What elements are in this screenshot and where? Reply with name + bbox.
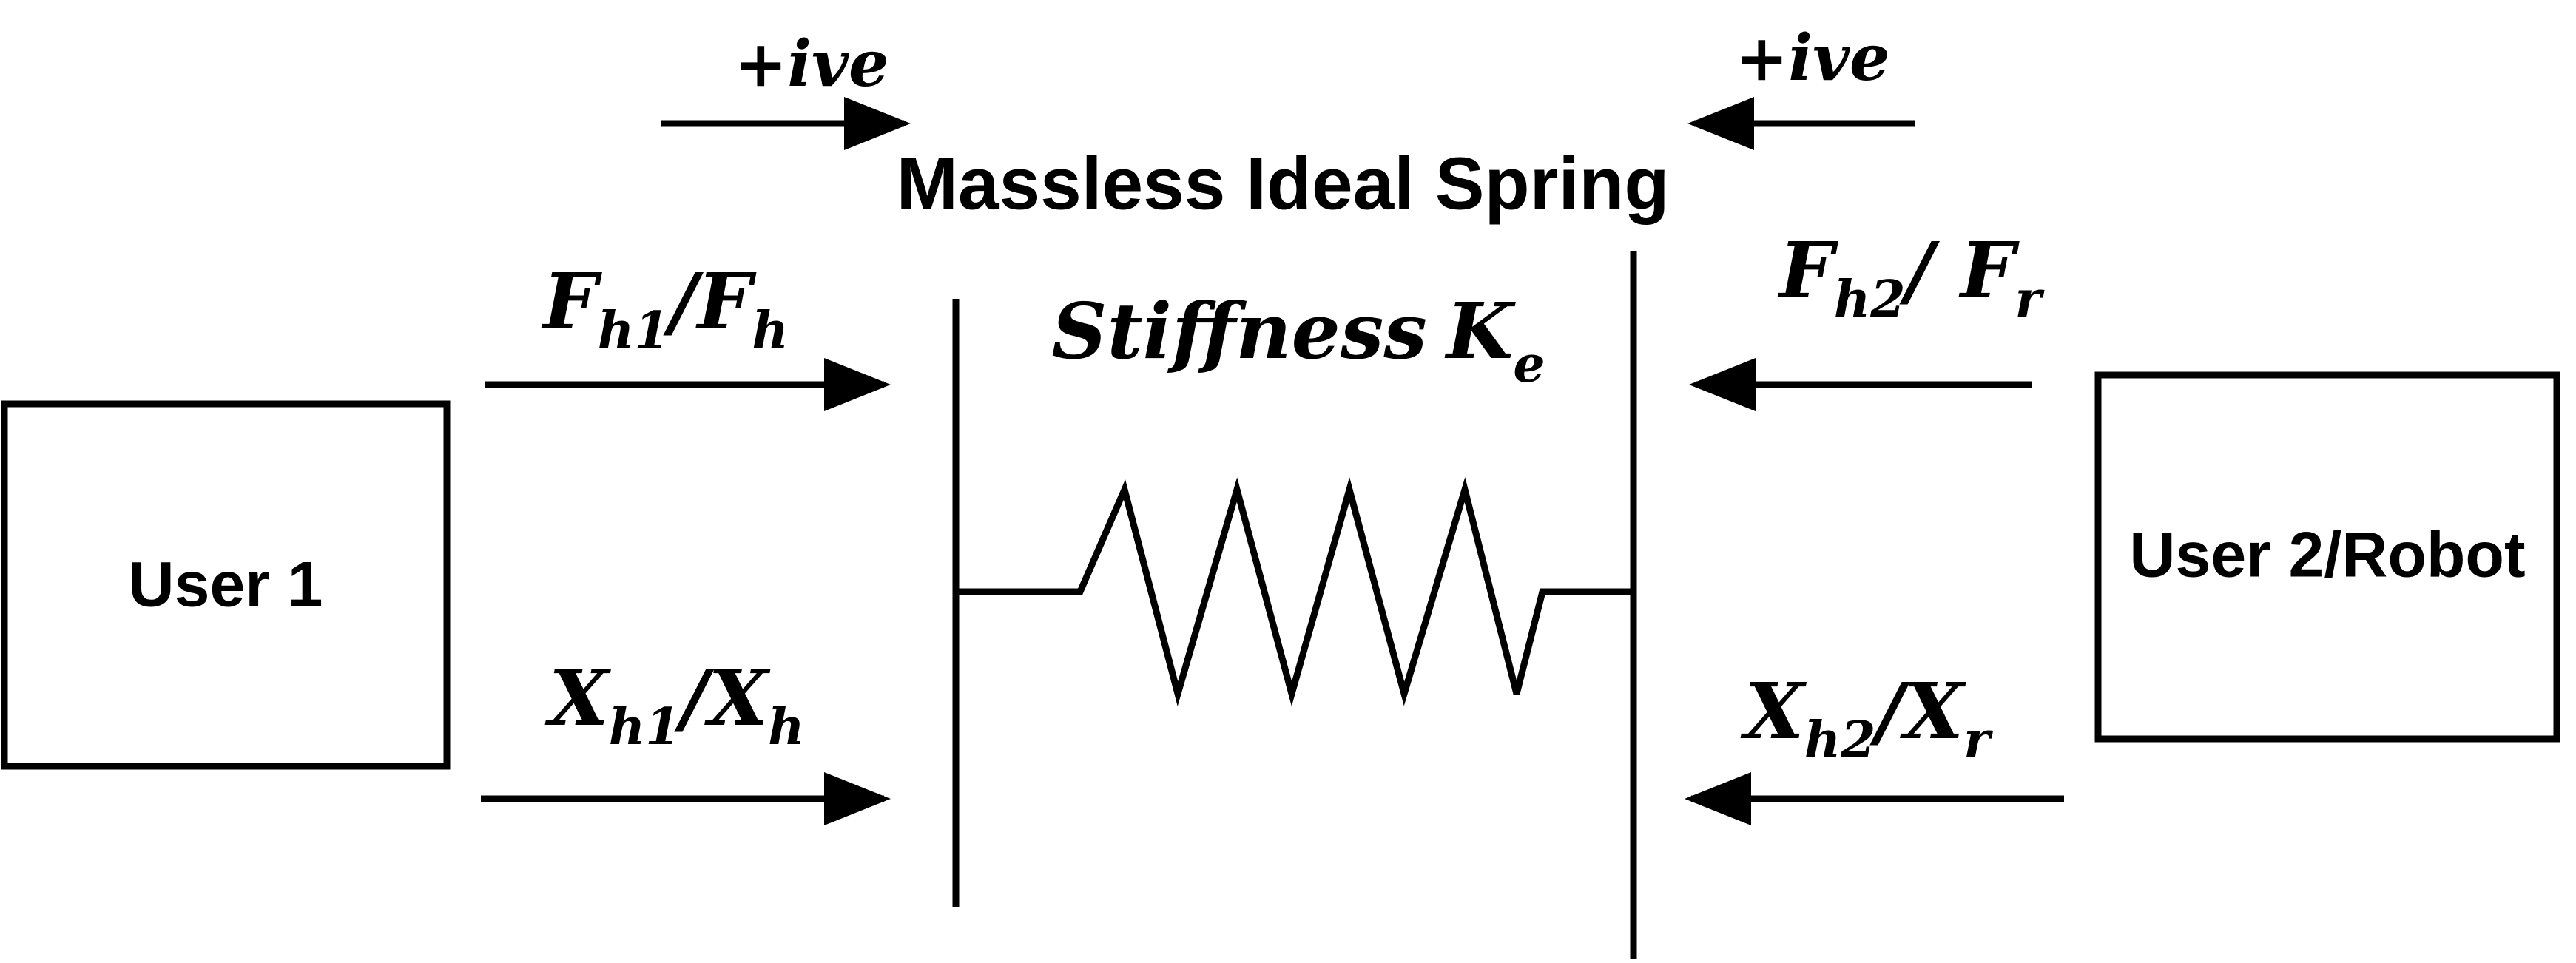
positive-left-label (734, 27, 889, 101)
stiffness-symbol: K (1446, 285, 1514, 376)
force-left-b-sub: h (752, 301, 789, 360)
disp-right-sep: / (1875, 666, 1904, 757)
force-left-label (541, 256, 789, 360)
force-right-b-sym: F (1960, 225, 2015, 316)
diagram-title: Massless Ideal Spring (896, 142, 1670, 226)
force-left-sep: / (669, 256, 698, 347)
force-right-a-sym: F (1779, 225, 1834, 316)
positive-left-plus: + (734, 27, 788, 101)
disp-right-a-sub: h2 (1804, 711, 1876, 770)
positive-right-word: ive (1788, 21, 1890, 95)
force-right-a-sub: h2 (1833, 270, 1906, 329)
spring-coil (956, 490, 1633, 694)
force-right-sep: / (1905, 225, 1960, 316)
user1-label: User 1 (128, 549, 323, 621)
disp-left-a-sym: X (549, 652, 609, 743)
disp-left-label (544, 652, 805, 757)
disp-right-b-sub: r (1963, 711, 1990, 770)
disp-left-b-sub: h (768, 697, 805, 757)
force-right-label (1777, 225, 2045, 329)
user2-robot-label: User 2/Robot (2129, 519, 2526, 591)
disp-right-b-sym: X (1904, 666, 1964, 757)
disp-right-a-sym: X (1744, 666, 1804, 757)
stiffness-word: Stiffness (1051, 285, 1427, 376)
force-left-b-sym: F (697, 256, 752, 347)
disp-left-b-sym: X (708, 652, 769, 743)
force-left-a-sub: h1 (597, 301, 670, 360)
disp-left-sep: / (680, 652, 709, 743)
stiffness-label (1051, 285, 1545, 394)
disp-left-a-sub: h1 (608, 697, 681, 757)
positive-left-word: ive (787, 27, 889, 101)
stiffness-subscript: e (1513, 335, 1545, 394)
positive-right-label (1735, 21, 1889, 95)
force-left-a-sym: F (543, 256, 598, 347)
positive-right-plus: + (1735, 21, 1789, 95)
force-right-b-sub: r (2014, 270, 2042, 329)
disp-right-label (1740, 666, 1993, 770)
